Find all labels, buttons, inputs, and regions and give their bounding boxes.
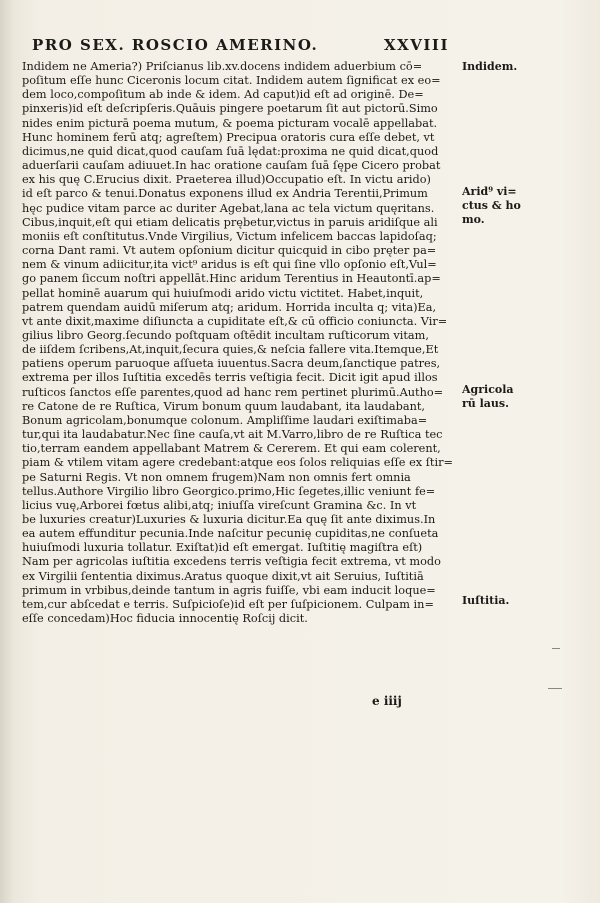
text-line: be luxuries creatur)Luxuries & luxuria dicitur.Ea quę ſit ante diximus.In xyxy=(22,513,436,526)
text-line: Cibus,inquit,eſt qui etiam delicatis prębetur,victus in paruis aridiſque ali xyxy=(22,215,438,229)
text-line: pinxeris)id eſt deſcripſeris.Quāuis pingere poetarum ſit aut pictorū.Simo xyxy=(22,102,438,116)
text-line: Nam per agricolas iuſtitia excedens terris veſtigia fecit extrema, vt modo xyxy=(22,555,441,569)
margin-dash xyxy=(548,688,562,689)
body-text xyxy=(22,60,462,626)
margin-note: Iuſtitia. xyxy=(462,594,510,607)
text-line: tellus.Authore Virgilio libro Georgico.primo,Hic ſegetes,illic veniunt fe= xyxy=(22,484,436,498)
text-line: ruſticos ſanctos eſſe parentes,quod ad hanc rem pertinet plurimū.Autho= xyxy=(22,385,444,399)
text-line: ex his quę C.Erucius dixit. Praeterea illud)Occupatio eſt. In victu arido) xyxy=(22,173,431,187)
text-line: nem & vinum adiicitur,ita vict⁹ aridus is eſt qui ſine vllo opſonio eſt,Vul= xyxy=(22,258,437,272)
text-line: ex Virgilii ſententia diximus.Aratus quoque dixit,vt ait Seruius, Iuſtitiā xyxy=(22,569,424,583)
text-line: ea autem effunditur pecunia.Inde naſcitur pecunię cupiditas,ne conſueta xyxy=(22,527,439,541)
catchword: e iiij xyxy=(372,694,402,708)
text-line: piam & vtilem vitam agere credebant:atque eos ſolos reliquias eſſe ex ſtir= xyxy=(22,456,453,470)
text-line: Bonum agricolam,bonumque colonum. Ampliſſime laudari exiſtimaba= xyxy=(22,413,428,427)
text-line: id eſt parco & tenui.Donatus exponens illud ex Andria Terentii,Primum xyxy=(22,187,428,201)
text-line: patiens operum paruoque aſſueta iuuentus.Sacra deum,ſanctique patres, xyxy=(22,357,441,371)
text-line: tem,cur abſcedat e terris. Suſpicioſe)id eſt per ſuſpicionem. Culpam in= xyxy=(22,597,434,611)
text-line: dem loco,compoſitum ab inde & idem. Ad caput)id eſt ad originē. De= xyxy=(22,88,424,102)
text-line: Indidem ne Ameria?) Priſcianus lib.xv.docens indidem aduerbium cō= xyxy=(22,60,423,73)
running-title: PRO SEX. ROSCIO AMERINO. xyxy=(32,36,319,54)
text-line: go panem ſiccum noſtri appellāt.Hinc aridum Terentius in Heautontī.ap= xyxy=(22,272,441,286)
text-line: huiuſmodi luxuria tollatur. Exiſtat)id eſt emergat. Iuſtitię magiſtra eſt) xyxy=(22,541,423,555)
text-line: moniis eſt conſtitutus.Vnde Virgilius, Victum infelicem baccas lapidoſaq; xyxy=(22,229,437,243)
folio-number: XXVIII xyxy=(384,36,449,54)
text-line: hęc pudice vitam parce ac duriter Agebat,lana ac tela victum quęritans. xyxy=(22,201,435,215)
text-line: vt ante dixit,maxime diſiuncta a cupiditate eſt,& cū officio coniuncta. Vir= xyxy=(22,314,448,328)
text-line: re Catone de re Ruſtica, Virum bonum quum laudabant, ita laudabant, xyxy=(22,399,426,413)
text-line: tio,terram eandem appellabant Matrem & Cererem. Et qui eam colerent, xyxy=(22,442,441,456)
text-line: tur,qui ita laudabatur.Nec ſine cauſa,vt ait M.Varro,libro de re Ruſtica tec xyxy=(22,428,443,442)
text-line: primum in vrbibus,deinde tantum in agris fuiſſe, vbi eam inducit loque= xyxy=(22,583,436,597)
text-line: aduerſarii cauſam adiuuet.In hac oratione cauſam ſuā ſępe Cicero probat xyxy=(22,159,441,173)
text-line: eſſe concedam)Hoc fiducia innocentię Roſcij dicit. xyxy=(22,612,308,626)
text-line: corna Dant rami. Vt autem opſonium dicitur quicquid in cibo pręter pa= xyxy=(22,244,437,258)
text-line: de iiſdem ſcribens,At,inquit,ſecura quies,& neſcia fallere vita.Itemque,Et xyxy=(22,343,439,357)
margin-note: Agricola rū laus. xyxy=(462,383,514,410)
margin-note: Indidem. xyxy=(462,60,518,73)
text-line: licius vuę,Arborei fœtus alibi,atq; iniuſſa vireſcunt Gramina &c. In vt xyxy=(22,498,417,512)
text-line: pe Saturni Regis. Vt non omnem frugem)Nam non omnis fert omnia xyxy=(22,470,411,484)
margin-dash xyxy=(552,648,560,649)
text-line: poſitum eſſe hunc Ciceronis locum citat. Indidem autem ſignificat ex eo= xyxy=(22,74,441,88)
text-line: extrema per illos Iuſtitia excedēs terris veſtigia fecit. Dicit igit apud illos xyxy=(22,371,438,385)
text-line: nides enim picturā poema mutum, & poema picturam vocalē appellabat. xyxy=(22,116,438,130)
text-line: Hunc hominem ferū atq; agreſtem) Precipua oratoris cura eſſe debet, vt xyxy=(22,130,435,144)
text-line: pellat hominē auarum qui huiuſmodi arido victu victitet. Habet,inquit, xyxy=(22,286,424,300)
text-line: patrem quendam auidū miſerum atq; aridum. Horrida inculta q; vita)Ea, xyxy=(22,300,437,314)
margin-note: Arid⁹ vi= ctus & ho mo. xyxy=(462,185,521,226)
text-line: gilius libro Georg.ſecundo poſtquam oſtēdit incultam ruſticorum vitam, xyxy=(22,328,429,342)
text-line: dicimus,ne quid dicat,quod cauſam ſuā lędat:proxima ne quid dicat,quod xyxy=(22,144,439,158)
running-header xyxy=(32,36,452,54)
